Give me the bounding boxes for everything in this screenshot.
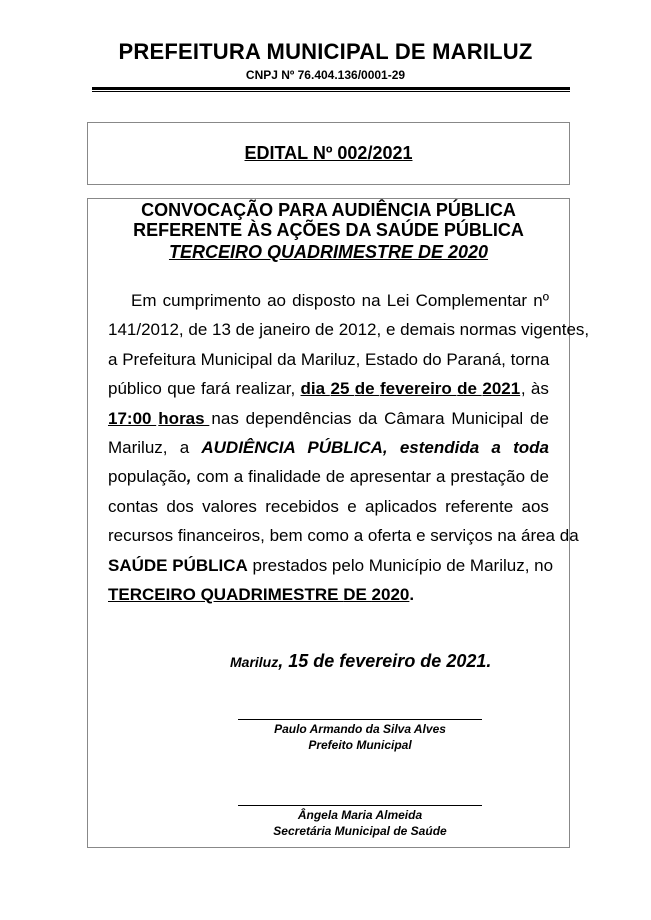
header-rule-thin [92, 91, 570, 92]
body-text: com [196, 467, 234, 487]
body-text: nas [211, 408, 244, 428]
body-text: Mariluz, [108, 437, 173, 457]
body-text: na [497, 526, 521, 546]
body-text: horas [158, 408, 210, 428]
body-text: no [534, 555, 554, 575]
body-text: que [167, 379, 201, 399]
body-text: dependências [245, 408, 357, 428]
body-text: a [436, 467, 451, 487]
body-text: realizar, [235, 379, 300, 399]
body-text: 13 [212, 320, 236, 340]
body-text: aplicados [365, 496, 442, 516]
body-line [108, 492, 549, 521]
body-text: como [307, 526, 354, 546]
body-line [108, 551, 554, 580]
body-text: de [235, 320, 260, 340]
body-text: fará [200, 379, 236, 399]
body-text: DE [343, 584, 372, 604]
body-text: serviços [430, 526, 498, 546]
body-text: da [277, 349, 301, 369]
body-text: estendida [399, 437, 484, 457]
body-line [108, 462, 549, 491]
body-text: janeiro [259, 320, 316, 340]
body-text: Complementar [415, 291, 532, 310]
body-text: população [108, 467, 187, 487]
body-text: recursos [108, 526, 178, 546]
signature-line [238, 719, 482, 720]
body-text: de [530, 408, 549, 428]
body-text: de [457, 379, 482, 399]
body-text: Prefeitura [122, 349, 201, 369]
body-text: , [186, 467, 192, 487]
body-text: 25 [330, 379, 355, 399]
body-text: a [233, 467, 248, 487]
body-text: valores [202, 496, 262, 516]
body-text: de [354, 379, 380, 399]
body-text: às [530, 379, 549, 399]
body-text: e [385, 320, 401, 340]
body-line [108, 521, 579, 550]
body-text: prestados [252, 555, 332, 575]
signer-name: Ângela Maria Almeida [297, 808, 423, 822]
body-text: . [409, 584, 415, 604]
body-text: Municipal [200, 349, 278, 369]
body-text: bem [269, 526, 308, 546]
body-text: prestação [450, 467, 530, 487]
body-text: na [361, 291, 386, 310]
body-text: e [416, 526, 431, 546]
body-text: contas [108, 496, 163, 516]
signer-name: Paulo Armando da Silva Alves [274, 722, 446, 736]
body-text: TERCEIRO [108, 584, 201, 604]
body-text: recebidos [265, 496, 344, 516]
body-text: da [358, 408, 382, 428]
signature-line [238, 805, 482, 806]
body-text: de [325, 467, 350, 487]
body-text: 2021 [482, 379, 521, 399]
body-text: AUDIÊNCIA [201, 437, 300, 457]
body-text: SAÚDE [108, 555, 173, 575]
body-text: 2012, [338, 320, 386, 340]
body-text: nº [533, 291, 549, 310]
body-text: do [422, 349, 447, 369]
body-text: de [315, 320, 339, 340]
body-text: dia [300, 379, 330, 399]
body-line [108, 580, 549, 609]
body-line [108, 404, 549, 433]
body-line [108, 315, 590, 344]
page-title: PREFEITURA MUNICIPAL DE MARILUZ [118, 39, 533, 64]
body-text: a [179, 437, 194, 457]
body-text: fevereiro [379, 379, 457, 399]
body-text: PÚBLICA, [307, 437, 393, 457]
header-rule [92, 87, 570, 90]
body-paragraph [108, 286, 590, 609]
body-text: toda [513, 437, 549, 457]
body-text: Município [368, 555, 447, 575]
heading-line-1: CONVOCAÇÃO PARA AUDIÊNCIA PÚBLICA [141, 200, 516, 220]
body-text: pelo [331, 555, 369, 575]
body-text: disposto [292, 291, 361, 310]
body-line [108, 433, 549, 462]
body-line [108, 374, 549, 403]
body-text: oferta [367, 526, 417, 546]
body-text: de [446, 555, 470, 575]
body-text: vigentes, [521, 320, 590, 340]
body-text: Em [131, 291, 162, 310]
body-text: Câmara [384, 408, 450, 428]
body-text: demais [400, 320, 460, 340]
body-text: a [491, 437, 506, 457]
body-text: apresentar [349, 467, 436, 487]
body-text: normas [459, 320, 522, 340]
body-text: Lei [386, 291, 415, 310]
body-line [108, 286, 549, 315]
body-text: 141/2012, [108, 320, 189, 340]
body-text: finalidade [248, 467, 326, 487]
body-text: aos [521, 496, 549, 516]
heading-line-3: TERCEIRO QUADRIMESTRE DE 2020 [168, 242, 489, 262]
body-text: Municipal [451, 408, 528, 428]
body-text: referente [445, 496, 518, 516]
body-text: cumprimento [162, 291, 266, 310]
body-text: de [188, 320, 212, 340]
body-text: financeiros, [177, 526, 270, 546]
signer-role: Prefeito Municipal [308, 738, 412, 752]
heading-line-2: REFERENTE ÀS AÇÕES DA SAÚDE PÚBLICA [133, 220, 524, 240]
body-text: 17:00 [108, 408, 157, 428]
body-text: Mariluz, [469, 555, 535, 575]
body-text: Mariluz, [300, 349, 366, 369]
body-text: PÚBLICA [172, 555, 248, 575]
body-text: torna [510, 349, 550, 369]
body-text: QUADRIMESTRE [200, 584, 344, 604]
body-text: de [530, 467, 549, 487]
body-line [108, 345, 549, 374]
date-line [230, 651, 491, 672]
body-text: dos [166, 496, 199, 516]
date-place: Mariluz [230, 654, 279, 670]
cnpj: CNPJ Nº 76.404.136/0001-29 [245, 68, 406, 82]
date-text: , 15 de fevereiro de 2021. [278, 651, 492, 671]
body-text: ao [267, 291, 291, 310]
body-text: área [520, 526, 560, 546]
body-text: da [559, 526, 579, 546]
body-text: a [108, 349, 123, 369]
body-text: Paraná, [446, 349, 511, 369]
signer-role: Secretária Municipal de Saúde [273, 824, 447, 838]
body-text: a [353, 526, 368, 546]
body-text: 2020 [371, 584, 410, 604]
body-text: público [108, 379, 167, 399]
body-text: e [347, 496, 362, 516]
body-text: , [520, 379, 531, 399]
edital-number: EDITAL Nº 002/2021 [244, 143, 413, 163]
body-text: Estado [365, 349, 423, 369]
